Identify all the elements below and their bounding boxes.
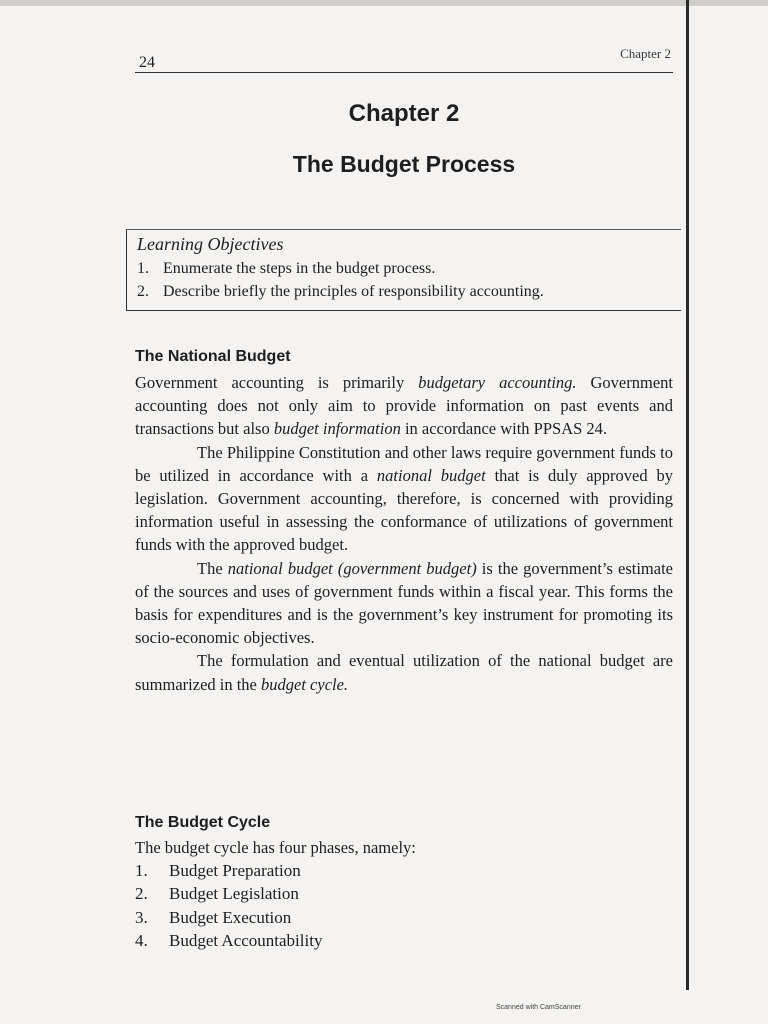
text-run: The formulation and eventual utilization of the national budget are summarized in the: [135, 651, 673, 694]
list-item: [135, 859, 535, 882]
budget-cycle-phase-list: [135, 859, 535, 953]
list-item: [135, 882, 535, 905]
learning-objectives-heading: Learning Objectives: [137, 234, 284, 254]
list-number: 3.: [135, 907, 148, 927]
list-number: 4.: [135, 931, 148, 951]
text-run: Government accounting is primarily: [135, 373, 419, 392]
paragraph-4: [135, 649, 673, 695]
objective-number: 2.: [137, 283, 149, 300]
text-run: is the government’s estimate of the sources and uses of government funds within a fiscal year. This forms the basis for expenditures and is the government’s key instrument for promoting its socio-economic objectives.: [135, 558, 673, 648]
objective-text: Describe briefly the principles of responsibility accounting.: [163, 283, 544, 300]
paragraph-3: [135, 557, 673, 650]
text-run: that is duly approved by legislation. Government accounting, therefore, is concerned with providing information useful in assessing the conformance of utilizations of government funds with the approved budget.: [135, 465, 673, 555]
text-run: Government accounting does not only aim to provide information on past events and transactions but also: [135, 373, 673, 439]
list-number: 1.: [135, 861, 148, 880]
header-rule: [135, 72, 673, 73]
running-head: [135, 46, 673, 76]
chapter-title: Chapter 2: [348, 100, 460, 127]
objective-item: [137, 280, 681, 303]
budget-cycle-intro: The budget cycle has four phases, namely:: [135, 838, 416, 857]
paragraph-2: [135, 441, 673, 557]
chapter-subtitle: The Budget Process: [292, 151, 516, 177]
emphasis: budget information: [273, 419, 401, 439]
page-edge-top: [0, 0, 768, 6]
list-item: [135, 929, 535, 952]
national-budget-body: [135, 371, 673, 696]
learning-objectives-box: [126, 229, 681, 311]
list-text: Budget Execution: [169, 907, 292, 927]
text-run: The: [197, 558, 228, 578]
scan-watermark: Scanned with CamScanner: [496, 1004, 581, 1011]
emphasis: budget cycle.: [261, 674, 349, 694]
list-text: Budget Legislation: [169, 884, 299, 904]
paragraph-1: [135, 371, 673, 441]
section-heading-national-budget: The National Budget: [135, 348, 291, 365]
emphasis: budgetary accounting.: [418, 373, 577, 392]
page-number: 24: [139, 54, 155, 71]
running-chapter-label: Chapter 2: [620, 46, 671, 61]
page-edge-right: [686, 0, 689, 990]
text-run: in accordance with PPSAS 24.: [400, 419, 608, 439]
objective-number: 1.: [137, 260, 149, 277]
list-item: [135, 906, 535, 929]
objective-text: Enumerate the steps in the budget process.: [163, 260, 436, 277]
text-run: The Philippine Constitution and other laws require government funds to be utilized in accordance with a: [135, 442, 673, 485]
list-text: Budget Accountability: [169, 931, 323, 951]
list-number: 2.: [135, 884, 148, 904]
objective-item: [137, 257, 681, 280]
list-text: Budget Preparation: [169, 861, 301, 880]
emphasis: national budget (government budget): [227, 558, 477, 578]
section-heading-budget-cycle: The Budget Cycle: [135, 814, 271, 831]
emphasis: national budget: [376, 465, 486, 485]
